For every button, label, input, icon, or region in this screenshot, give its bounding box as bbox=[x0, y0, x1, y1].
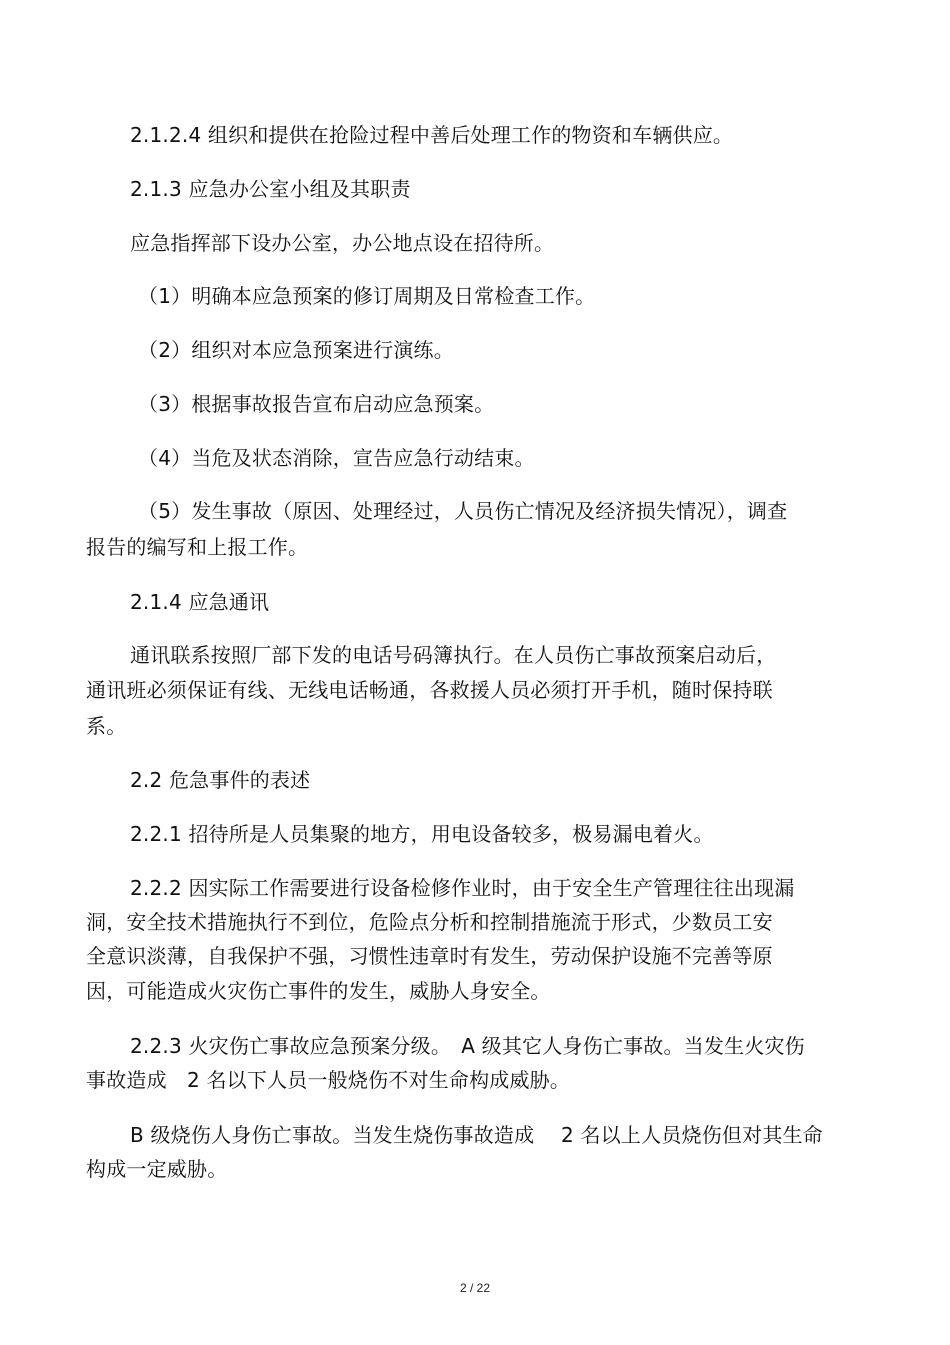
paragraph-communication-line-3: 系。 bbox=[86, 714, 127, 738]
paragraph-2-2-2-line-4: 因，可能造成火灾伤亡事件的发生，威胁人身安全。 bbox=[86, 979, 551, 1003]
paragraph-2-2-2-line-3: 全意识淡薄，自我保护不强，习惯性违章时有发生，劳动保护设施不完善等原 bbox=[86, 944, 773, 968]
paragraph-communication-line-2: 通讯班必须保证有线、无线电话畅通，各救援人员必须打开手机，随时保持联 bbox=[86, 678, 773, 702]
heading-2-1-3: 2.1.3 应急办公室小组及其职责 bbox=[130, 177, 411, 201]
paragraph-level-b-line-1: B 级烧伤人身伤亡事故。当发生烧伤事故造成 2 名以上人员烧伤但对其生命 bbox=[130, 1123, 823, 1147]
heading-2-1-4: 2.1.4 应急通讯 bbox=[130, 590, 270, 614]
paragraph-2-2-3-line-2: 事故造成 2 名以下人员一般烧伤不对生命构成威胁。 bbox=[86, 1068, 571, 1092]
page-number: 2 / 22 bbox=[459, 1281, 491, 1295]
paragraph-communication-line-1: 通讯联系按照厂部下发的电话号码簿执行。在人员伤亡事故预案启动后， bbox=[130, 643, 777, 667]
paragraph-2-2-3-line-1: 2.2.3 火灾伤亡事故应急预案分级。 A 级其它人身伤亡事故。当发生火灾伤 bbox=[130, 1034, 805, 1058]
paragraph-2-2-2-line-2: 洞，安全技术措施执行不到位，危险点分析和控制措施流于形式，少数员工安 bbox=[86, 910, 773, 934]
paragraph-office-setup: 应急指挥部下设办公室，办公地点设在招待所。 bbox=[130, 231, 555, 255]
list-item-2: （2）组织对本应急预案进行演练。 bbox=[138, 338, 454, 362]
paragraph-level-b-line-2: 构成一定威胁。 bbox=[86, 1157, 228, 1181]
list-item-3: （3）根据事故报告宣布启动应急预案。 bbox=[138, 392, 495, 416]
list-item-5-line-1: （5）发生事故（原因、处理经过，人员伤亡情况及经济损失情况），调查 bbox=[138, 499, 788, 523]
paragraph-2-2-2-line-1: 2.2.2 因实际工作需要进行设备检修作业时，由于安全生产管理往往出现漏 bbox=[130, 876, 795, 900]
paragraph-2-1-2-4: 2.1.2.4 组织和提供在抢险过程中善后处理工作的物资和车辆供应。 bbox=[130, 123, 734, 147]
list-item-5-line-2: 报告的编写和上报工作。 bbox=[86, 535, 309, 559]
list-item-4: （4）当危及状态消除，宣告应急行动结束。 bbox=[138, 446, 535, 470]
heading-2-2: 2.2 危急事件的表述 bbox=[130, 768, 311, 792]
paragraph-2-2-1: 2.2.1 招待所是人员集聚的地方，用电设备较多，极易漏电着火。 bbox=[130, 822, 714, 846]
list-item-1: （1）明确本应急预案的修订周期及日常检查工作。 bbox=[138, 284, 596, 308]
